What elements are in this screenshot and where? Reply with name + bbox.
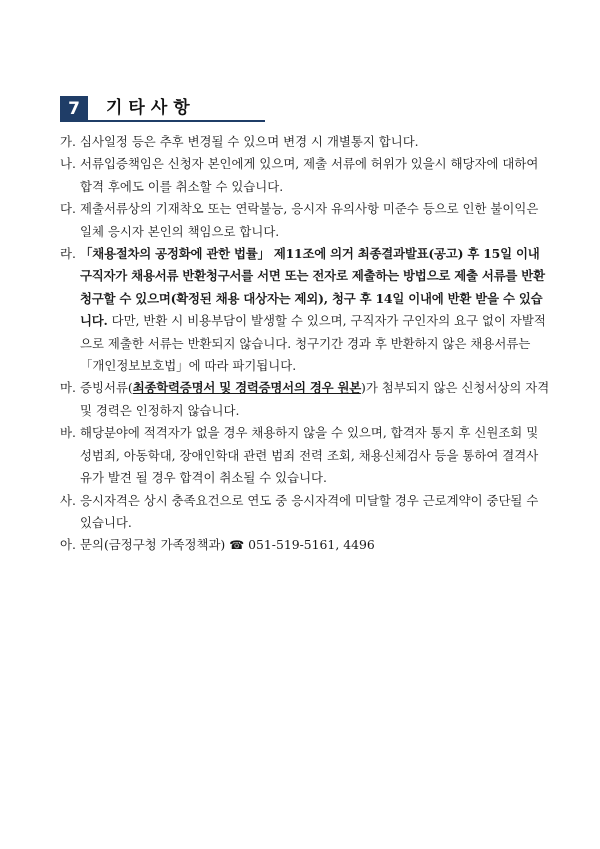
notice-item (60, 153, 550, 198)
section-title: 기타사항 (106, 98, 196, 118)
notice-text-segment: 최종학력증명서 및 경력증명서의 경우 원본 (132, 380, 362, 396)
notice-text-segment: 문의(금정구청 가족정책과) (80, 537, 230, 553)
notice-item-marker: 라. (60, 246, 76, 262)
notice-item-marker: 아. (60, 537, 76, 553)
notice-item-text (80, 243, 550, 377)
notice-item (60, 131, 550, 153)
notice-text-segment: 제출서류상의 기재착오 또는 연락불능, 응시자 유의사항 미준수 등으로 인한 불이익은 일체 응시자 본인의 책임으로 합니다. (80, 201, 539, 239)
notice-item-marker: 바. (60, 425, 76, 441)
notice-list (60, 131, 550, 557)
notice-item-marker: 나. (60, 156, 76, 172)
notice-item-text (80, 377, 550, 422)
notice-text-segment: 서류입증책임은 신청자 본인에게 있으며, 제출 서류에 허위가 있을시 해당자에 대하여 합격 후에도 이를 취소할 수 있습니다. (80, 156, 539, 194)
notice-text-segment: 051-519-5161, 4496 (244, 537, 375, 553)
notice-text-segment: )가 첨부되지 않은 신청서상의 자격 및 경력은 인정하지 않습니다. (80, 380, 550, 418)
notice-text-segment: 「채용절차의 공정화에 관한 법률」 제11조에 의거 최종결과발표(공고) 후 15일 이내 구직자가 채용서류 반환청구서를 서면 또는 전자로 제출하는 방법으로 제출 서류를 반환 청구할 수 있으며(확정된 채용 대상자는 제외), 청구 후 14일 이내에 반환 받을 수 있습니다. (80, 246, 545, 329)
notice-item-text (80, 534, 550, 556)
notice-item-marker: 사. (60, 492, 76, 508)
notice-text-segment: 응시자격은 상시 충족요건으로 연도 중 응시자격에 미달할 경우 근로계약이 중단될 수 있습니다. (80, 492, 539, 530)
notice-text-segment: 다만, 반환 시 비용부담이 발생할 수 있으며, 구직자가 구인자의 요구 없이 자발적으로 제출한 서류는 반환되지 않습니다. 청구기간 경과 후 반환하지 않은 채용서류는 「개인정보보호법」에 따라 파기됩니다. (80, 313, 546, 374)
notice-item (60, 534, 550, 556)
notice-item (60, 198, 550, 243)
notice-text-segment: 해당분야에 적격자가 없을 경우 채용하지 않을 수 있으며, 합격자 통지 후 신원조회 및 성범죄, 아동학대, 장애인학대 관련 범죄 전력 조회, 채용신체검사 등을 통하여 결격사유가 발견 될 경우 합격이 취소될 수 있습니다. (80, 425, 539, 486)
section-underline (60, 120, 265, 122)
notice-item (60, 490, 550, 535)
section-header (60, 96, 265, 122)
telephone-icon: ☎ (229, 538, 245, 553)
notice-item-marker: 마. (60, 380, 76, 396)
notice-item-text (80, 131, 550, 153)
notice-item-marker: 다. (60, 201, 76, 217)
notice-item (60, 243, 550, 377)
notice-item (60, 377, 550, 422)
notice-item-marker: 가. (60, 134, 76, 149)
notice-item (60, 422, 550, 489)
notice-item-text (80, 490, 550, 535)
notice-item-text (80, 422, 550, 489)
notice-text-segment: 증빙서류( (80, 380, 133, 396)
notice-item-text (80, 153, 550, 198)
section-number-badge: 7 (60, 96, 88, 122)
notice-text-segment: 심사일정 등은 추후 변경될 수 있으며 변경 시 개별통지 합니다. (80, 134, 419, 149)
notice-item-text (80, 198, 550, 243)
